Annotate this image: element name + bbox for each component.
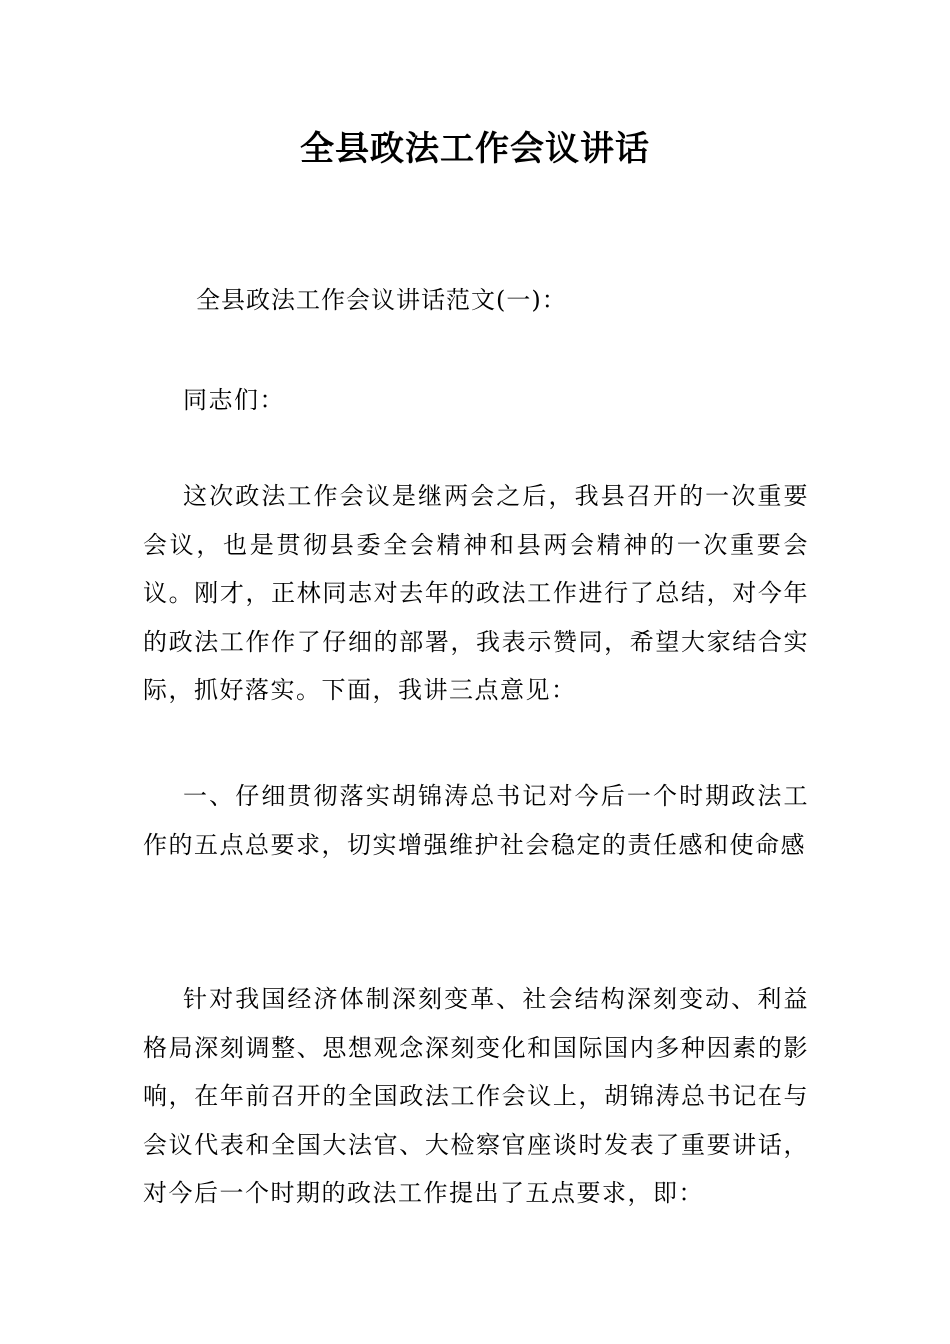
paragraph-1: 这次政法工作会议是继两会之后，我县召开的一次重要会议，也是贯彻县委全会精神和县两会精神的一次重要会议。刚才，正林同志对去年的政法工作进行了总结，对今年的政法工作作了仔细的部署，我表示赞同，希望大家结合实际，抓好落实。下面，我讲三点意见： [143,482,809,704]
greeting: 同志们： [183,386,285,414]
document-title: 全县政法工作会议讲话 [300,129,650,169]
paragraph-2: 针对我国经济体制深刻变革、社会结构深刻变动、利益格局深刻调整、思想观念深刻变化和国际国内多种因素的影响，在年前召开的全国政法工作会议上，胡锦涛总书记在与会议代表和全国大法官、大检察官座谈时发表了重要讲话，对今后一个时期的政法工作提出了五点要求，即： [143,985,809,1207]
document-subtitle: 全县政法工作会议讲话范文(一)： [196,286,567,314]
section-heading-1: 一、仔细贯彻落实胡锦涛总书记对今后一个时期政法工作的五点总要求，切实增强维护社会稳定的责任感和使命感 [143,782,809,859]
